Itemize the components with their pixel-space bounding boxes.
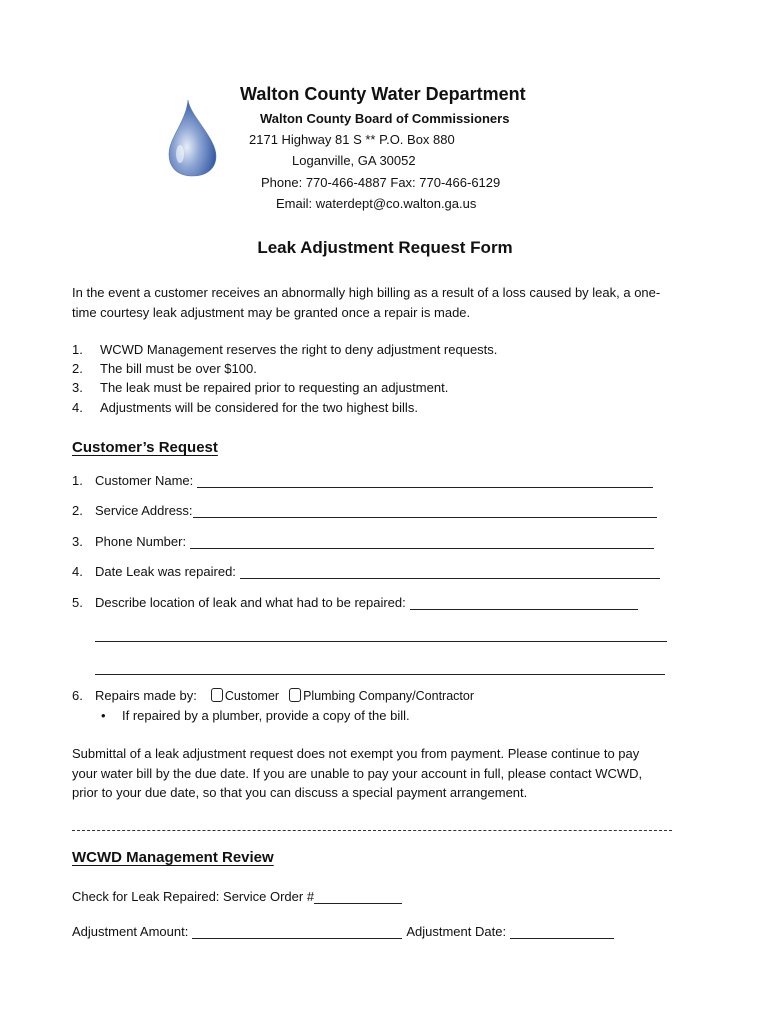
rules-list <box>72 340 497 417</box>
customer-option-label: Customer <box>224 689 280 703</box>
field-number: 3. <box>72 534 83 549</box>
list-item <box>72 378 497 397</box>
rule-text: The leak must be repaired prior to requesting an adjustment. <box>100 380 449 396</box>
email-line[interactable]: Email: waterdept@co.walton.ga.us <box>276 196 477 211</box>
list-item <box>72 359 497 378</box>
repairs-label: Repairs made by: <box>95 688 197 703</box>
repairs-made-by-row <box>72 688 474 703</box>
adjustment-amount-input[interactable] <box>192 924 402 939</box>
phone-number-input[interactable] <box>190 534 654 549</box>
service-address-input[interactable] <box>193 503 657 518</box>
form-title: Leak Adjustment Request Form <box>257 238 513 257</box>
customers-request-heading: Customer’s Request <box>72 439 218 456</box>
customer-checkbox[interactable] <box>211 688 223 702</box>
submittal-line-3: prior to your due date, so that you can discuss a special payment arrangement. <box>72 785 528 800</box>
submittal-line-2: your water bill by the due date. If you are unable to pay your account in full, please contact WCWD, <box>72 765 643 781</box>
field-number: 6. <box>72 688 83 703</box>
field-label: Customer Name: <box>95 473 194 488</box>
date-repaired-field <box>72 564 660 579</box>
service-order-field <box>72 889 402 904</box>
list-item <box>72 340 497 359</box>
leak-description-input[interactable] <box>410 595 638 610</box>
intro-paragraph <box>72 283 702 322</box>
rule-number: 1. <box>72 342 83 357</box>
plumber-note-text: If repaired by a plumber, provide a copy of the bill. <box>122 708 410 723</box>
plumber-note <box>101 708 410 723</box>
plumbing-checkbox[interactable] <box>289 688 301 702</box>
field-label: Date Leak was repaired: <box>95 564 236 579</box>
adjustment-date-input[interactable] <box>510 924 614 939</box>
rule-text: The bill must be over $100. <box>100 361 257 377</box>
submittal-line-1: Submittal of a leak adjustment request does not exempt you from payment. Please continue to pay <box>72 746 640 761</box>
adjustment-amount-label: Adjustment Amount: <box>72 924 189 939</box>
phone-fax: Phone: 770-466-4887 Fax: 770-466-6129 <box>261 175 501 190</box>
intro-line-1: In the event a customer receives an abnormally high billing as a result of a loss caused by leak, a one- <box>72 285 661 300</box>
address-line-2: Loganville, GA 30052 <box>292 153 416 168</box>
board-name: Walton County Board of Commissioners <box>260 111 510 126</box>
leak-description-line-2[interactable] <box>95 640 667 642</box>
customer-name-field <box>72 473 653 488</box>
adjustment-date-label: Adjustment Date: <box>406 924 507 939</box>
address-line-1: 2171 Highway 81 S ** P.O. Box 880 <box>249 132 455 147</box>
field-number: 5. <box>72 595 83 610</box>
department-title: Walton County Water Department <box>240 84 526 104</box>
adjustment-row <box>72 924 614 939</box>
management-review-heading: WCWD Management Review <box>72 849 274 866</box>
field-label: Describe location of leak and what had to be repaired: <box>95 595 406 610</box>
phone-number-field <box>72 534 654 549</box>
dashed-divider <box>72 830 672 831</box>
rule-text: WCWD Management reserves the right to deny adjustment requests. <box>100 342 498 357</box>
leak-description-line-3[interactable] <box>95 673 665 675</box>
field-label: Phone Number: <box>95 534 187 549</box>
field-number: 1. <box>72 473 83 488</box>
plumbing-option-label: Plumbing Company/Contractor <box>303 689 474 703</box>
rule-number: 4. <box>72 399 83 415</box>
field-number: 2. <box>72 503 83 518</box>
list-item <box>72 398 497 417</box>
field-label: Service Address: <box>95 503 193 518</box>
rule-number: 2. <box>72 361 83 377</box>
service-order-input[interactable] <box>314 889 402 904</box>
rule-text: Adjustments will be considered for the two highest bills. <box>100 399 418 415</box>
field-number: 4. <box>72 564 83 579</box>
date-repaired-input[interactable] <box>240 564 660 579</box>
water-drop-icon <box>166 98 218 178</box>
intro-line-2: time courtesy leak adjustment may be granted once a repair is made. <box>72 304 471 320</box>
rule-number: 3. <box>72 380 83 396</box>
bullet-icon: • <box>101 708 106 723</box>
customer-name-input[interactable] <box>197 473 653 488</box>
service-address-field <box>72 503 657 518</box>
submittal-paragraph <box>72 744 702 803</box>
service-order-label: Check for Leak Repaired: Service Order # <box>72 889 315 904</box>
leak-description-field <box>72 595 638 610</box>
